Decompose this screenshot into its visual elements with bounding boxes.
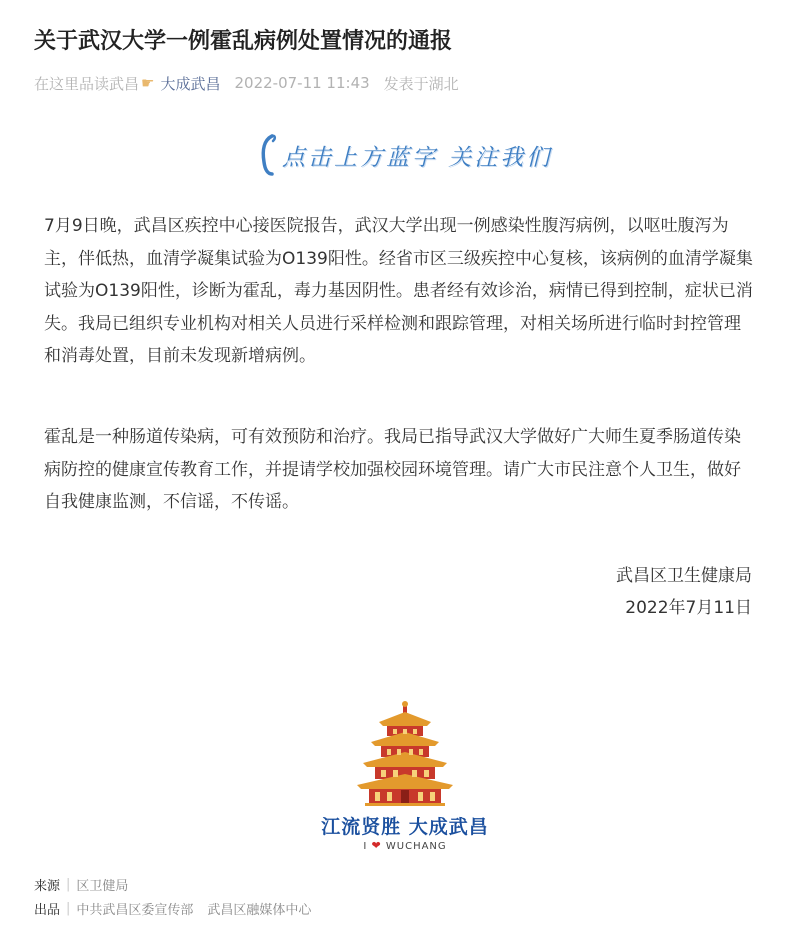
producer-value-1: 中共武昌区委宣传部 <box>76 903 194 918</box>
body-paragraph-1: 7月9日晚，武昌区疾控中心接医院报告，武汉大学出现一例感染性腹泻病例，以呕吐腹泻为主，伴低热，血清学凝集试验为O139阳性。经省市区三级疾控中心复核，该病例的血清学凝集试验为O139阳性，诊断为霍乱，毒力基因阴性。患者经有效诊治，病情已得到控制，症状已消失。我局已组织专业机构对相关人员进行采样检测和跟踪管理，对相关场所进行临时封控管理和消毒处置，目前未发现新增病例。 <box>44 216 753 366</box>
pointing-hand-icon: ☛ <box>141 74 155 92</box>
source-value: 区卫健局 <box>76 879 129 894</box>
producer-value-2: 武昌区融媒体中心 <box>207 903 312 918</box>
account-name-link[interactable]: 大成武昌 <box>160 74 221 93</box>
follow-banner-text: 点击上方蓝字 关注我们 <box>282 144 553 171</box>
logo-slogan: 江流贤胜 大成武昌 <box>321 816 489 838</box>
logo-tagline <box>315 839 495 852</box>
credit-divider: | <box>66 901 71 916</box>
tagline-prefix: I <box>363 841 368 852</box>
meta-prefix: 在这里品读武昌 <box>34 74 140 93</box>
follow-banner <box>258 130 558 180</box>
signature-date: 2022年7月11日 <box>625 598 752 618</box>
credit-divider: | <box>66 877 71 892</box>
article-meta <box>34 71 459 95</box>
tagline-suffix: WUCHANG <box>385 841 447 852</box>
producer-label: 出品 <box>34 903 61 918</box>
credit-source <box>34 875 128 894</box>
publish-time: 2022-07-11 11:43 <box>234 74 370 92</box>
heart-icon: ❤ <box>371 839 382 852</box>
article-title: 关于武汉大学一例霍乱病例处置情况的通报 <box>34 29 453 54</box>
brush-hook-icon <box>258 132 278 178</box>
signature: 武昌区卫生健康局 <box>616 566 752 586</box>
publish-location: 发表于湖北 <box>383 74 459 93</box>
body-paragraph-2: 霍乱是一种肠道传染病，可有效预防和治疗。我局已指导武汉大学做好广大师生夏季肠道传染病防控的健康宣传教育工作，并提请学校加强校园环境管理。请广大市民注意个人卫生，做好自我健康监测，不信谣，不传谣。 <box>44 427 741 512</box>
source-label: 来源 <box>34 879 61 894</box>
credit-producer <box>34 899 311 918</box>
